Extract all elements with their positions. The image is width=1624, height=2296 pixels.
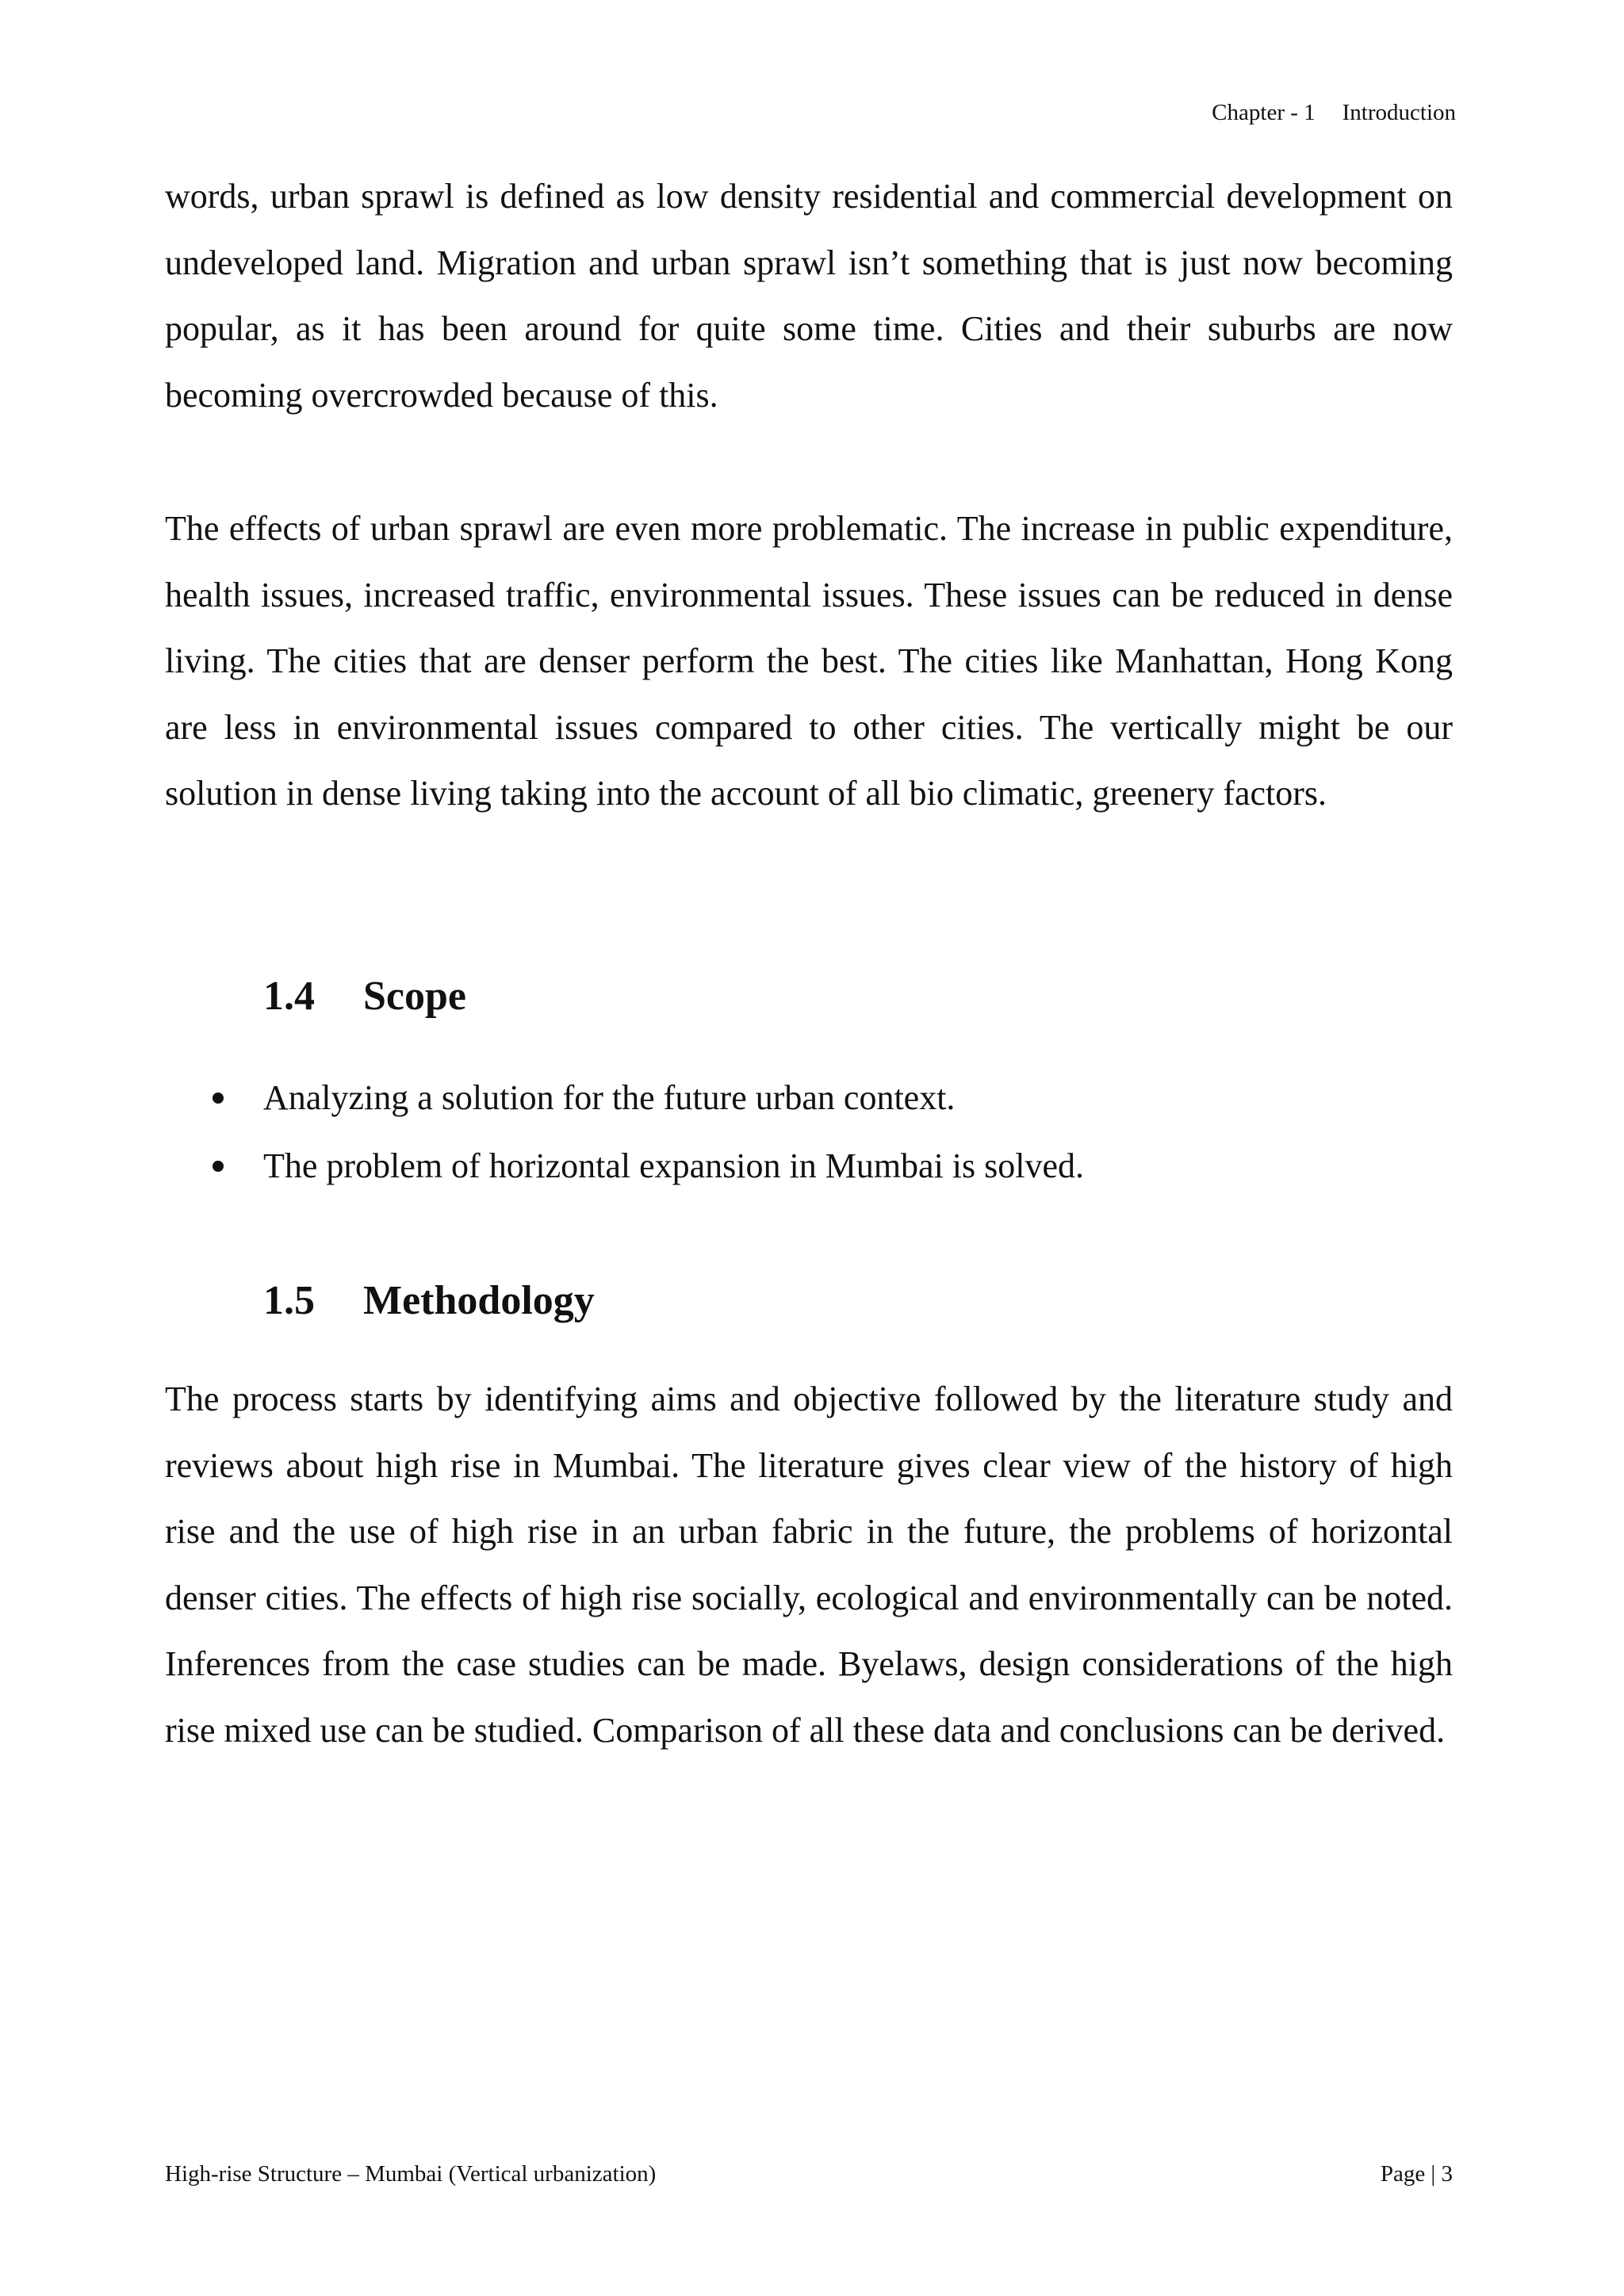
section-title: Scope	[363, 974, 466, 1019]
bullet-icon	[213, 1161, 224, 1172]
section-number: 1.4	[263, 974, 315, 1019]
footer-document-title: High-rise Structure – Mumbai (Vertical urbanization)	[165, 2161, 657, 2187]
section-title: Methodology	[363, 1278, 595, 1323]
list-item-text: Analyzing a solution for the future urban context.	[263, 1078, 956, 1117]
section-heading-methodology	[263, 1273, 595, 1329]
paragraph-urban-sprawl-effects: The effects of urban sprawl are even more problematic. The increase in public expenditure, health issues, increased traffic, environmental issues. These issues can be reduced in dense living. The cities that are denser perform the best. The cities like Manhattan, Hong Kong are less in environmental issues compared to other cities. The vertically might be our solution in dense living taking into the account of all bio climatic, greenery factors.	[165, 509, 1453, 813]
chapter-number: Chapter - 1	[1212, 100, 1316, 125]
bullet-icon	[213, 1093, 224, 1104]
chapter-title: Introduction	[1342, 100, 1456, 125]
paragraph-methodology: The process starts by identifying aims and objective followed by the literature study and reviews about high rise in Mumbai. The literature gives clear view of the history of high rise and the use of high rise in an urban fabric in the future, the problems of horizontal denser cities. The effects of high rise socially, ecological and environmentally can be noted. Inferences from the case studies can be made. Byelaws, design considerations of the high rise mixed use can be studied. Comparison of all these data and conclusions can be derived.	[165, 1380, 1453, 1750]
list-item-text: The problem of horizontal expansion in Mumbai is solved.	[263, 1146, 1085, 1185]
list-item	[213, 1132, 1084, 1200]
paragraph-urban-sprawl-definition: words, urban sprawl is defined as low density residential and commercial development on undeveloped land. Migration and urban sprawl isn’t something that is just now becoming popular, as it has been around for quite some time. Cities and their suburbs are now becoming overcrowded because of this.	[165, 177, 1453, 415]
page-number: Page | 3	[1380, 2161, 1453, 2187]
running-header	[1212, 97, 1456, 128]
scope-bullet-list	[213, 1064, 1084, 1200]
list-item	[213, 1064, 1084, 1132]
section-heading-scope	[263, 969, 466, 1024]
section-number: 1.5	[263, 1278, 315, 1323]
